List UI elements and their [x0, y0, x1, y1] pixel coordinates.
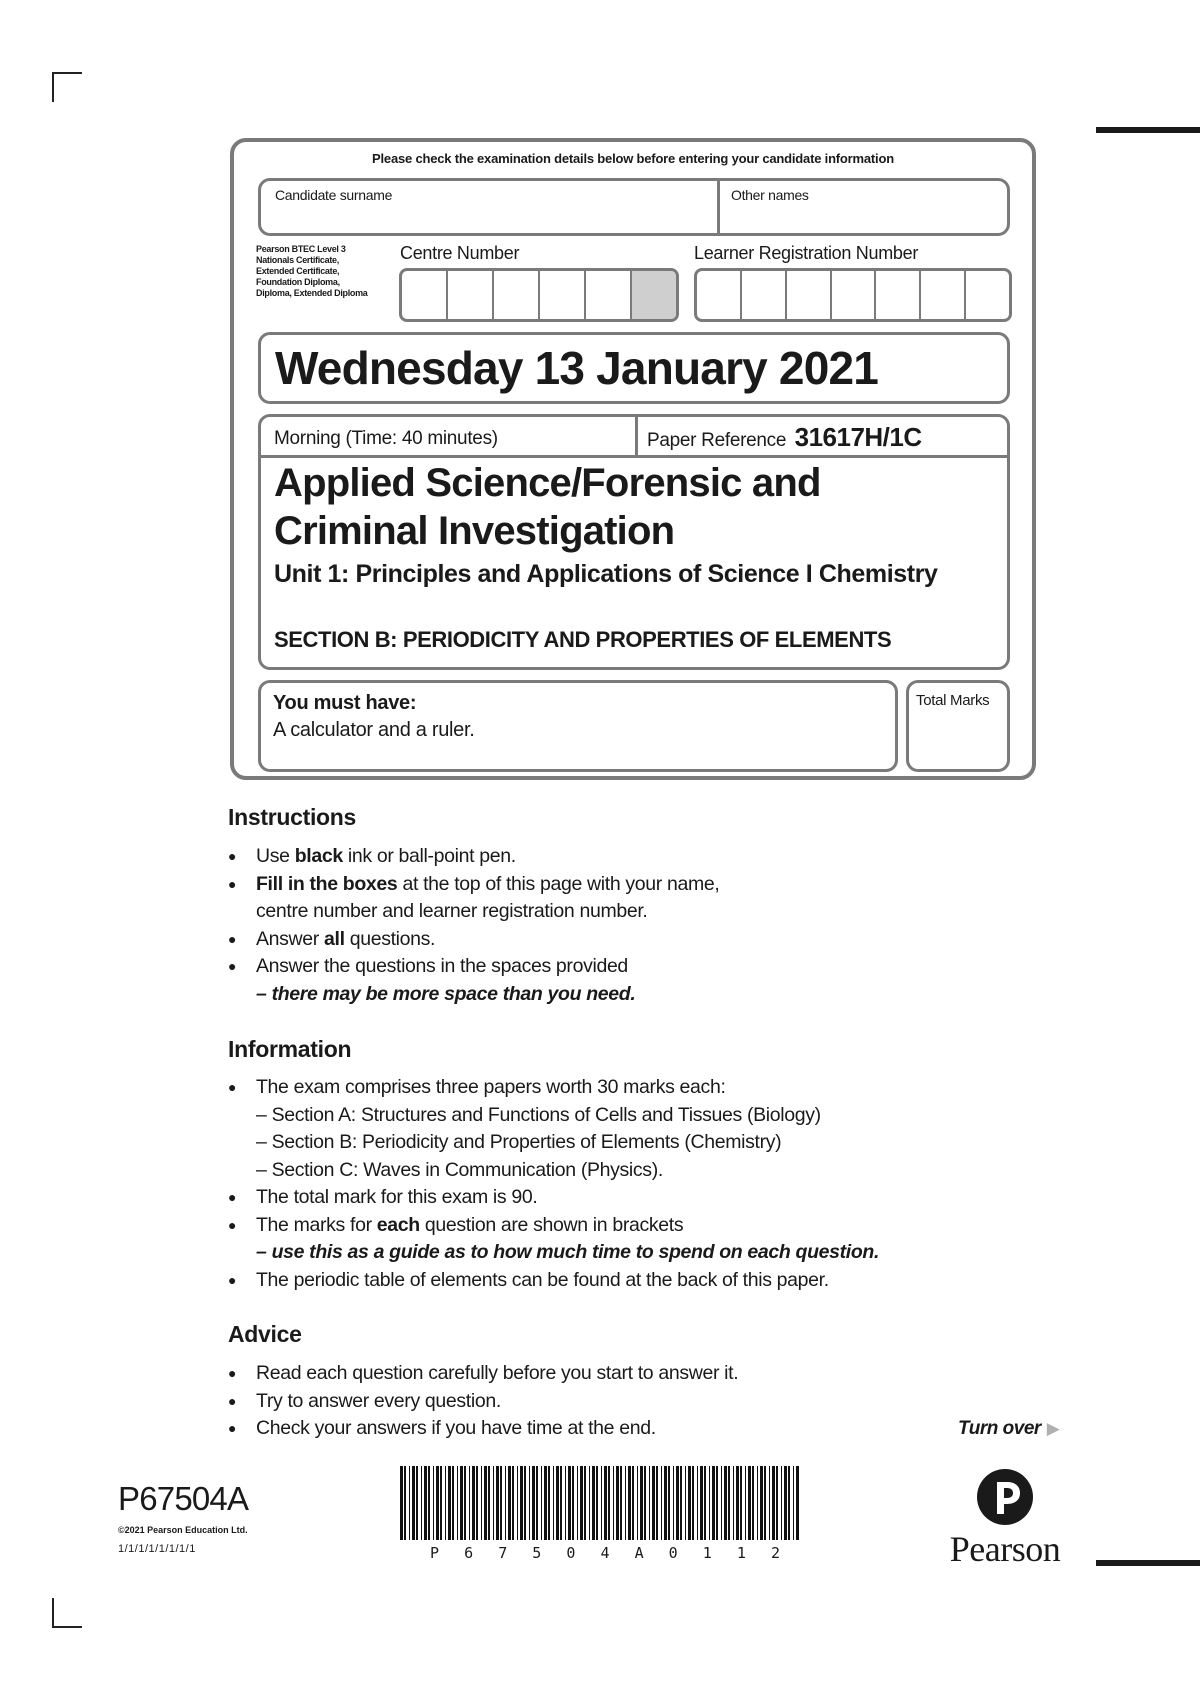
barcode-char: 7 [498, 1544, 508, 1562]
edge-marker-bottom [1096, 1560, 1200, 1566]
advice-heading: Advice [228, 1321, 302, 1347]
list-item: ● Try to answer every question. [228, 1388, 948, 1416]
barcode-char: 1 [736, 1544, 746, 1562]
list-item: ● The total mark for this exam is 90. [228, 1184, 948, 1212]
barcode-char: 2 [770, 1544, 780, 1562]
barcode-char: A [634, 1544, 644, 1562]
centre-digit-box[interactable] [494, 271, 540, 319]
total-marks-label: Total Marks [916, 692, 990, 709]
barcode-char: 6 [464, 1544, 474, 1562]
section-a-line: – Section A: Structures and Functions of Cells and Tissues (Biology) [256, 1103, 821, 1126]
learner-digit-box[interactable] [966, 271, 1009, 319]
barcode-char: P [430, 1544, 440, 1562]
candidate-name-box[interactable] [258, 178, 1010, 236]
must-have-label: You must have: [273, 692, 417, 714]
learner-digit-box[interactable] [921, 271, 966, 319]
barcode-char: 1 [702, 1544, 712, 1562]
unit-title: Unit 1: Principles and Applications of Science I Chemistry [274, 560, 938, 588]
learner-digit-box[interactable] [787, 271, 832, 319]
list-item: ● The exam comprises three papers worth 30 marks each: – Section A: Structures and Functions of Cells and Tissues (Biology) – Section B: Periodicity and Properties of Elements (Chemistry) – Section C: Waves in Communication (Physics). [228, 1074, 948, 1184]
list-item: ● Answer the questions in the spaces provided – there may be more space than you need. [228, 953, 948, 1008]
list-item: ● Answer all questions. [228, 926, 948, 954]
list-item: ● Read each question carefully before you start to answer it. [228, 1360, 948, 1388]
must-have-box [258, 680, 898, 772]
centre-digit-box[interactable] [402, 271, 448, 319]
centre-digit-box[interactable] [586, 271, 632, 319]
subject-title: Applied Science/Forensic and Criminal Investigation [274, 461, 821, 553]
information-list [228, 1074, 948, 1294]
turn-over-arrow-icon: ▶ [1046, 1419, 1060, 1438]
centre-digit-box[interactable] [540, 271, 586, 319]
centre-digit-box[interactable] [448, 271, 494, 319]
barcode-icon [400, 1466, 800, 1548]
advice-list [228, 1360, 948, 1443]
learner-number-label: Learner Registration Number [694, 243, 919, 263]
name-divider [717, 181, 720, 233]
check-notice: Please check the examination details below before entering your candidate information [372, 151, 894, 166]
information-heading: Information [228, 1036, 352, 1062]
pearson-logo-icon [976, 1468, 1034, 1526]
candidate-details-frame [230, 138, 1036, 780]
instructions-heading: Instructions [228, 804, 357, 830]
paper-reference [647, 422, 922, 453]
barcode-char: 4 [600, 1544, 610, 1562]
list-item: ● Fill in the boxes at the top of this page with your name, centre number and learner registration number. [228, 871, 948, 926]
instructions-list [228, 843, 948, 1008]
serial-number: 1/1/1/1/1/1/1/1 [118, 1543, 196, 1555]
paper-details-box [258, 414, 1010, 670]
session-time: Morning (Time: 40 minutes) [274, 428, 498, 449]
centre-number-label: Centre Number [400, 243, 520, 263]
list-item: ● The marks for each question are shown in brackets – use this as a guide as to how much time to spend on each question. [228, 1212, 948, 1267]
section-c-line: – Section C: Waves in Communication (Physics). [256, 1158, 663, 1181]
section-title: SECTION B: PERIODICITY AND PROPERTIES OF ELEMENTS [274, 627, 892, 652]
learner-digit-box[interactable] [697, 271, 742, 319]
paper-code: P67504A [118, 1480, 249, 1517]
centre-digit-box-shaded [632, 271, 676, 319]
learner-digit-box[interactable] [876, 271, 921, 319]
other-names-label: Other names [731, 187, 809, 203]
crop-mark-bottom-left [52, 1598, 82, 1628]
crop-mark-top-left [52, 72, 82, 102]
barcode-char: 0 [668, 1544, 678, 1562]
session-row [261, 417, 1007, 458]
section-b-line: – Section B: Periodicity and Properties of Elements (Chemistry) [256, 1131, 782, 1153]
pearson-wordmark: Pearson [949, 1529, 1061, 1569]
paper-reference-code: 31617H/1C [794, 422, 922, 452]
session-divider [635, 417, 638, 455]
edge-marker-top [1096, 127, 1200, 133]
total-marks-box[interactable] [906, 680, 1010, 772]
barcode-char: 0 [566, 1544, 576, 1562]
list-item: ● Use black ink or ball-point pen. [228, 843, 948, 871]
list-item: ● Check your answers if you have time at the end. [228, 1415, 948, 1443]
exam-date-box [258, 332, 1010, 404]
learner-number-boxes[interactable] [694, 268, 1012, 322]
barcode-number [430, 1544, 780, 1562]
pearson-logo [940, 1468, 1070, 1570]
exam-date: Wednesday 13 January 2021 [275, 342, 879, 394]
learner-digit-box[interactable] [742, 271, 787, 319]
list-item: ● The periodic table of elements can be found at the back of this paper. [228, 1267, 948, 1295]
candidate-surname-label: Candidate surname [275, 187, 393, 203]
must-have-text: A calculator and a ruler. [273, 719, 475, 741]
learner-digit-box[interactable] [832, 271, 877, 319]
barcode-char: 5 [532, 1544, 542, 1562]
paper-reference-label: Paper Reference [647, 430, 787, 451]
turn-over-label: Turn over ▶ [958, 1418, 1060, 1439]
copyright: ©2021 Pearson Education Ltd. [118, 1525, 248, 1535]
centre-number-boxes[interactable] [399, 268, 679, 322]
qualification-text: Pearson BTEC Level 3 Nationals Certificate, Extended Certificate, Foundation Diploma, Diploma, Extended Diploma [256, 244, 368, 298]
